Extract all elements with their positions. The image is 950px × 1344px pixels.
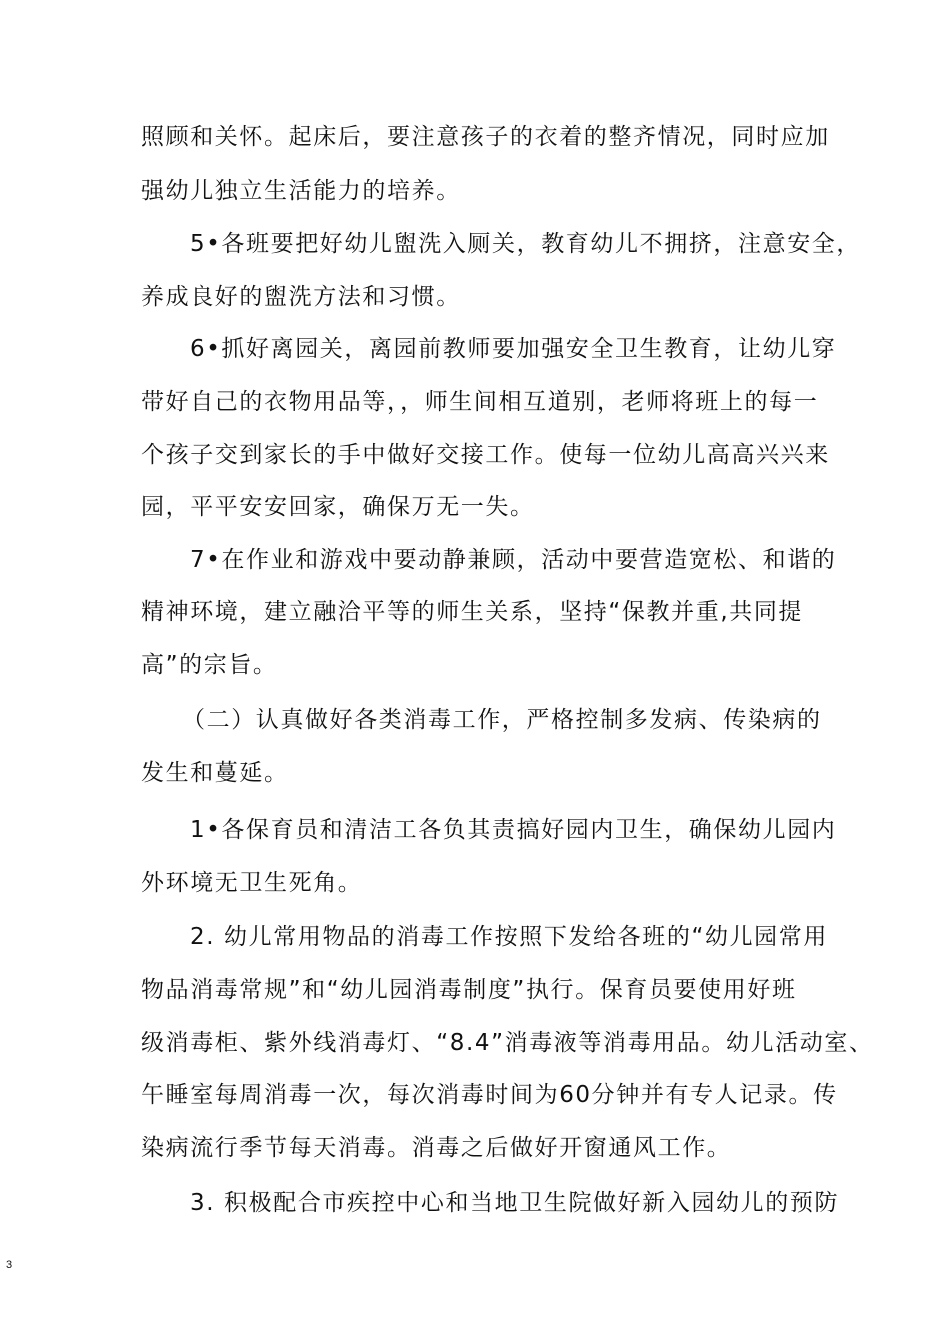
text-line: 照顾和关怀。起床后，要注意孩子的衣着的整齐情况，同时应加 [141,124,830,150]
text-line: 6•抓好离园关，离园前教师要加强安全卫生教育，让幼儿穿 [190,336,837,362]
text-line: 3. 积极配合市疾控中心和当地卫生院做好新入园幼儿的预防 [190,1190,840,1216]
text-line: 物品消毒常规”和“幼儿园消毒制度”执行。保育员要使用好班 [141,977,797,1003]
page-number: 3 [6,1259,13,1271]
text-line: 高”的宗旨。 [141,652,278,678]
text-line: 园，平平安安回家，确保万无一失。 [141,494,535,520]
text-line: 2. 幼儿常用物品的消毒工作按照下发给各班的“幼儿园常用 [190,924,828,950]
text-line: 发生和蔓延。 [141,760,289,786]
text-line: 养成良好的盥洗方法和习惯。 [141,284,461,310]
text-line: 精神环境，建立融洽平等的师生关系，坚持“保教并重,共同提 [141,599,804,625]
text-line: 强幼儿独立生活能力的培养。 [141,178,461,204]
text-line: 午睡室每周消毒一次，每次消毒时间为60分钟并有专人记录。传 [141,1082,838,1108]
section-heading: （二）认真做好各类消毒工作，严格控制多发病、传染病的 [182,707,822,733]
text-line: 个孩子交到家长的手中做好交接工作。使每一位幼儿高高兴兴来 [141,442,830,468]
text-line: 7•在作业和游戏中要动静兼顾，活动中要营造宽松、和谐的 [190,547,837,573]
text-line: 级消毒柜、紫外线消毒灯、“8.4”消毒液等消毒用品。幼儿活动室、 [141,1030,874,1056]
text-line: 染病流行季节每天消毒。消毒之后做好开窗通风工作。 [141,1135,732,1161]
text-line: 外环境无卫生死角。 [141,870,363,896]
text-line: 1•各保育员和清洁工各负其责搞好园内卫生，确保幼儿园内 [190,817,837,843]
text-line: 5•各班要把好幼儿盥洗入厕关，教育幼儿不拥挤，注意安全， [190,231,861,257]
text-line: 带好自己的衣物用品等，，师生间相互道别，老师将班上的每一 [141,389,819,415]
